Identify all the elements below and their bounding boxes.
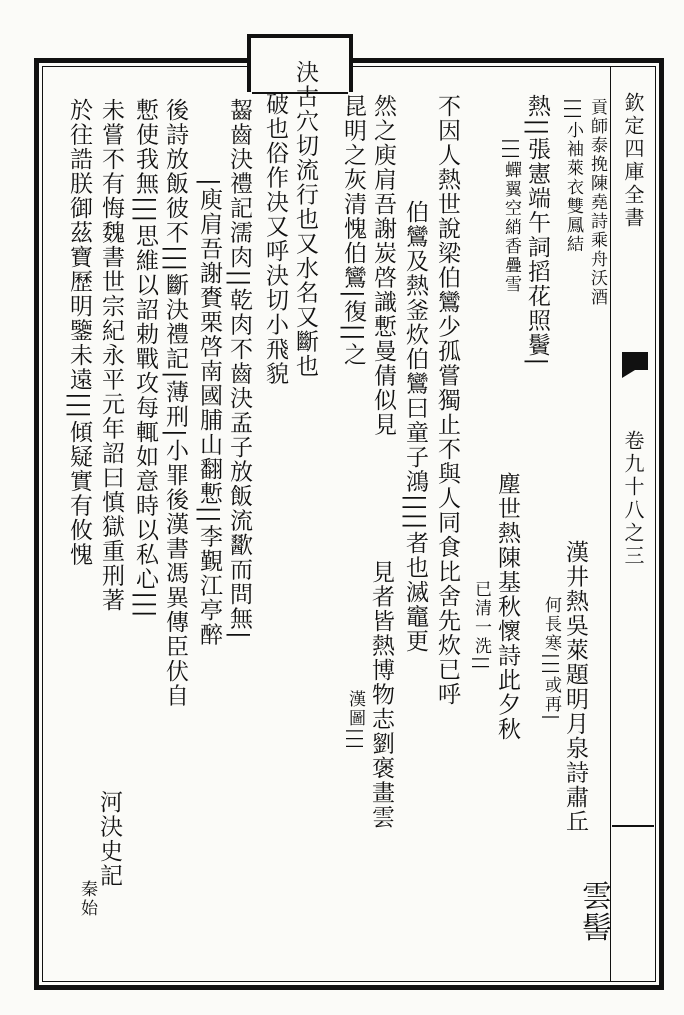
text-column: 漢圖|||	[345, 690, 365, 752]
text-column: 漢井熱吳萊題明月泉詩肅丘	[562, 540, 588, 834]
text-column: 已清一洗||	[471, 580, 491, 672]
text-column: 貢師泰挽陳堯詩乘舟沃酒	[587, 98, 607, 307]
text-column: 伯鸞及熱釜炊伯鸞曰童子鴻||||者也滅竈更	[402, 200, 428, 654]
text-column: 雲髻	[576, 880, 611, 943]
fish-tail-mark	[622, 352, 648, 370]
text-column: |庾肩吾謝賚栗啓南國脯山翻慙||李覲江亭醉	[196, 178, 222, 647]
text-column: 未嘗不有悔魏書世宗紀永平元年詔曰慎獄重刑著	[98, 98, 124, 613]
text-column: 何長寒|||或再|	[541, 596, 561, 722]
text-column: 熱||張憲端午詞搯花照鬢|	[524, 94, 550, 367]
text-column: 齧齒決禮記濡肉||乾肉不齒決孟子放飯流歠而問無|	[226, 98, 252, 641]
text-column: 決古穴切流行也又水名又斷也	[292, 60, 318, 379]
text-column: |||蟬翼空綃香疊雪	[501, 138, 521, 295]
text-column: 昆明之灰清愧伯鸞|復||之	[340, 94, 366, 367]
text-column: 後詩放飯彼不|||斷決禮記|薄刑|小罪後漢書馮異傳臣伏自	[162, 98, 188, 708]
margin-tick	[612, 825, 654, 827]
text-column: 於往誥朕御茲寶歷明鑒未遠|||傾疑實有攸愧	[66, 98, 92, 567]
text-column: 然之庾肩吾謝炭啓識慙曼倩似見	[370, 94, 396, 437]
text-column: 河決史記	[96, 790, 122, 888]
book-title: 欽定四庫全書	[621, 92, 645, 230]
text-column: 不因人熱世說梁伯鸞少孤嘗獨止不與人同食比舍先炊已呼	[434, 94, 460, 707]
text-column: 秦始	[77, 880, 97, 918]
text-column: |||小袖萊衣雙鳳結	[563, 98, 583, 255]
text-column: 見者皆熱博物志劉褒畫雲	[368, 560, 394, 830]
text-column: 塵世熱陳基秋懷詩此夕秋	[494, 472, 520, 742]
volume-label: 卷九十八之三	[621, 430, 645, 568]
text-column: 破也俗作决又呼決切小飛貌	[262, 92, 288, 386]
text-column: 慙使我無|||思維以詔勅戰攻每輒如意時以私心|||	[132, 98, 158, 619]
